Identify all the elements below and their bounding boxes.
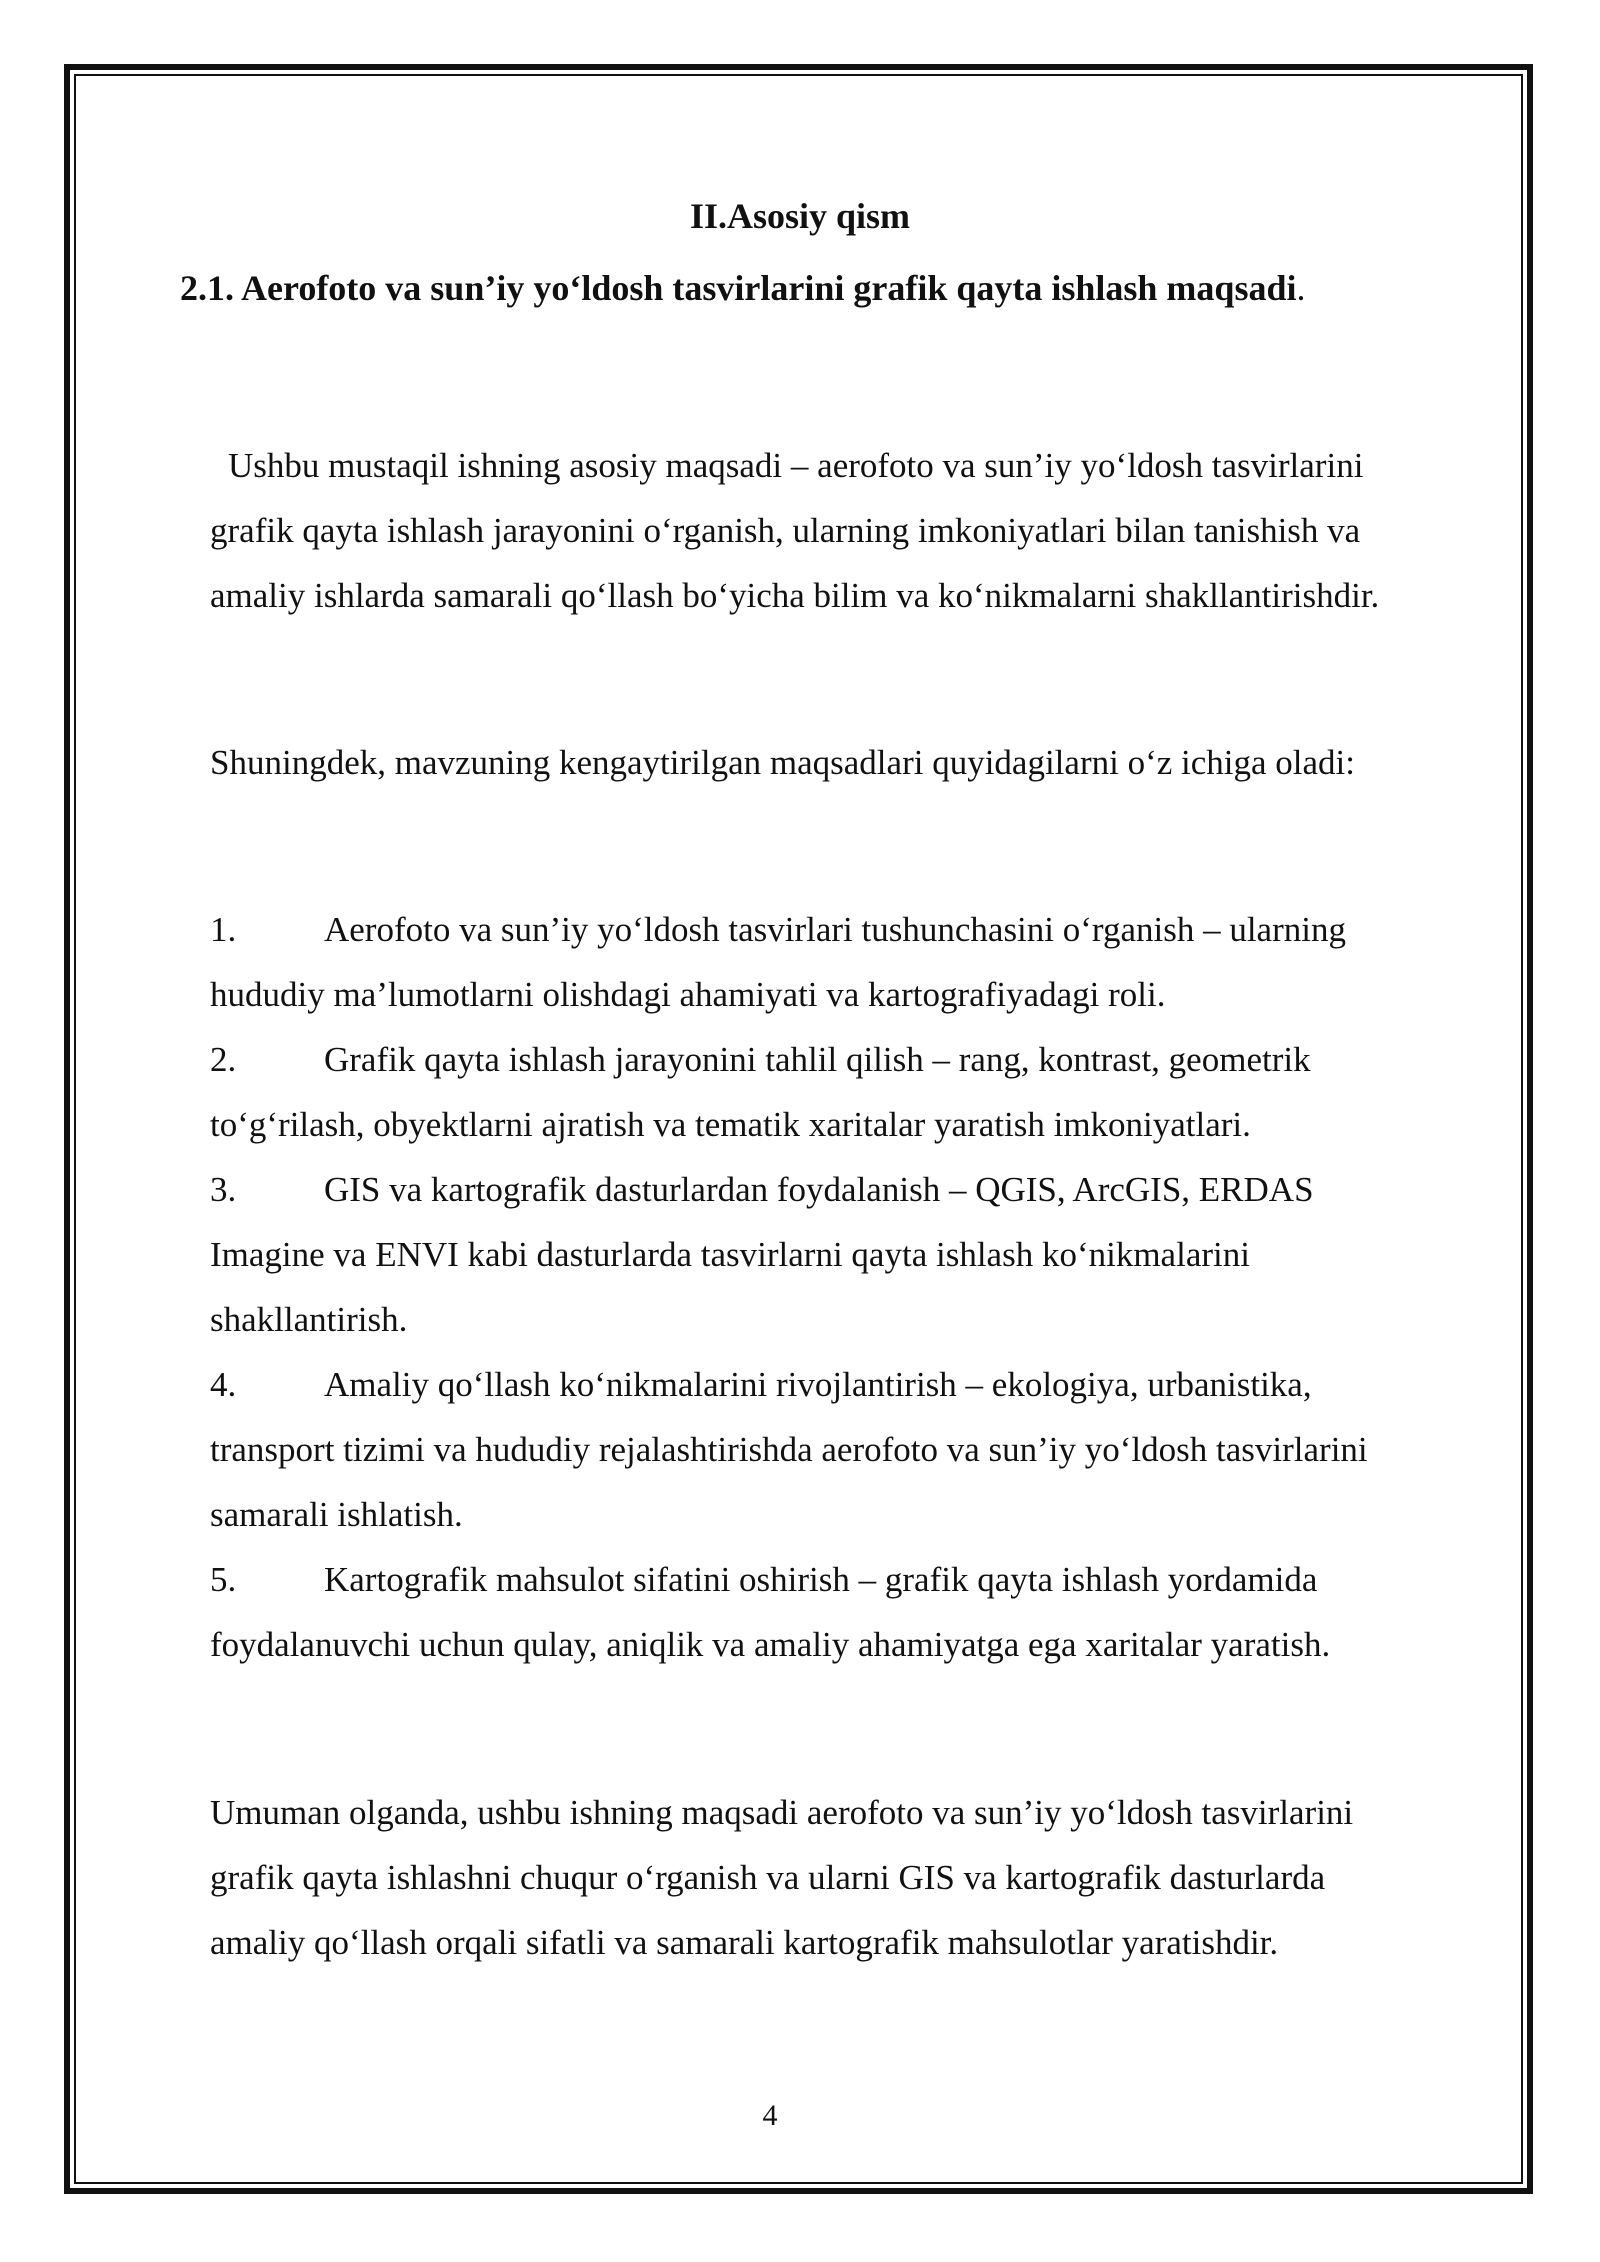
- goal-item: [210, 897, 1420, 1027]
- goal-item: [210, 1352, 1420, 1547]
- goal-text: GIS va kartografik dasturlardan foydalanish – QGIS, ArcGIS, ERDAS Imagine va ENVI kabi dasturlarda tasvirlarni qayta ishlash ko‘nikmalarini shakllantirish.: [210, 1170, 1314, 1339]
- section-title: II.Asosiy qism: [689, 196, 911, 236]
- goal-number: 3.: [210, 1170, 237, 1209]
- subsection-title: [180, 266, 1305, 310]
- goal-number: 2.: [210, 1040, 237, 1079]
- goal-number: 5.: [210, 1560, 237, 1599]
- subsection-title-text: 2.1. Aerofoto va sun’iy yo‘ldosh tasvirlarini grafik qayta ishlash maqsadi: [180, 268, 1297, 308]
- goal-number: 1.: [210, 910, 237, 949]
- goal-item: [210, 1157, 1420, 1352]
- goal-text: Kartografik mahsulot sifatini oshirish – grafik qayta ishlash yordamida foydalanuvchi uchun qulay, aniqlik va amaliy ahamiyatga ega xaritalar yaratish.: [210, 1560, 1331, 1664]
- lead-paragraph: Shuningdek, mavzuning kengaytirilgan maqsadlari quyidagilarni o‘z ichiga oladi:: [210, 743, 1355, 782]
- goal-text: Grafik qayta ishlash jarayonini tahlil qilish – rang, kontrast, geometrik to‘g‘rilash, obyektlarni ajratish va tematik xaritalar yaratish imkoniyatlari.: [210, 1040, 1311, 1144]
- page-number: 4: [762, 2099, 778, 2132]
- subsection-title-period: .: [1296, 268, 1306, 308]
- goal-text: Aerofoto va sun’iy yo‘ldosh tasvirlari tushunchasini o‘rganish – ularning hududiy ma’lumotlarni olishdagi ahamiyati va kartografiyadagi roli.: [210, 910, 1346, 1014]
- goals-list: [210, 897, 1420, 1677]
- goal-number: 4.: [210, 1365, 237, 1404]
- conclusion-paragraph: Umuman olganda, ushbu ishning maqsadi aerofoto va sun’iy yo‘ldosh tasvirlarini grafik qayta ishlashni chuqur o‘rganish va ularni GIS va kartografik dasturlarda amaliy qo‘llash orqali sifatli va samarali kartografik mahsulotlar yaratishdir.: [210, 1793, 1354, 1962]
- goal-item: [210, 1027, 1420, 1157]
- goal-item: [210, 1547, 1420, 1677]
- goal-text: Amaliy qo‘llash ko‘nikmalarini rivojlantirish – ekologiya, urbanistika, transport tizimi va hududiy rejalashtirishda aerofoto va sun’iy yo‘ldosh tasvirlarini samarali ishlatish.: [210, 1365, 1368, 1534]
- intro-paragraph: Ushbu mustaqil ishning asosiy maqsadi – aerofoto va sun’iy yo‘ldosh tasvirlarini grafik qayta ishlash jarayonini o‘rganish, ularning imkoniyatlari bilan tanishish va amaliy ishlarda samarali qo‘llash bo‘yicha bilim va ko‘nikmalarni shakllantirishdir.: [210, 446, 1380, 615]
